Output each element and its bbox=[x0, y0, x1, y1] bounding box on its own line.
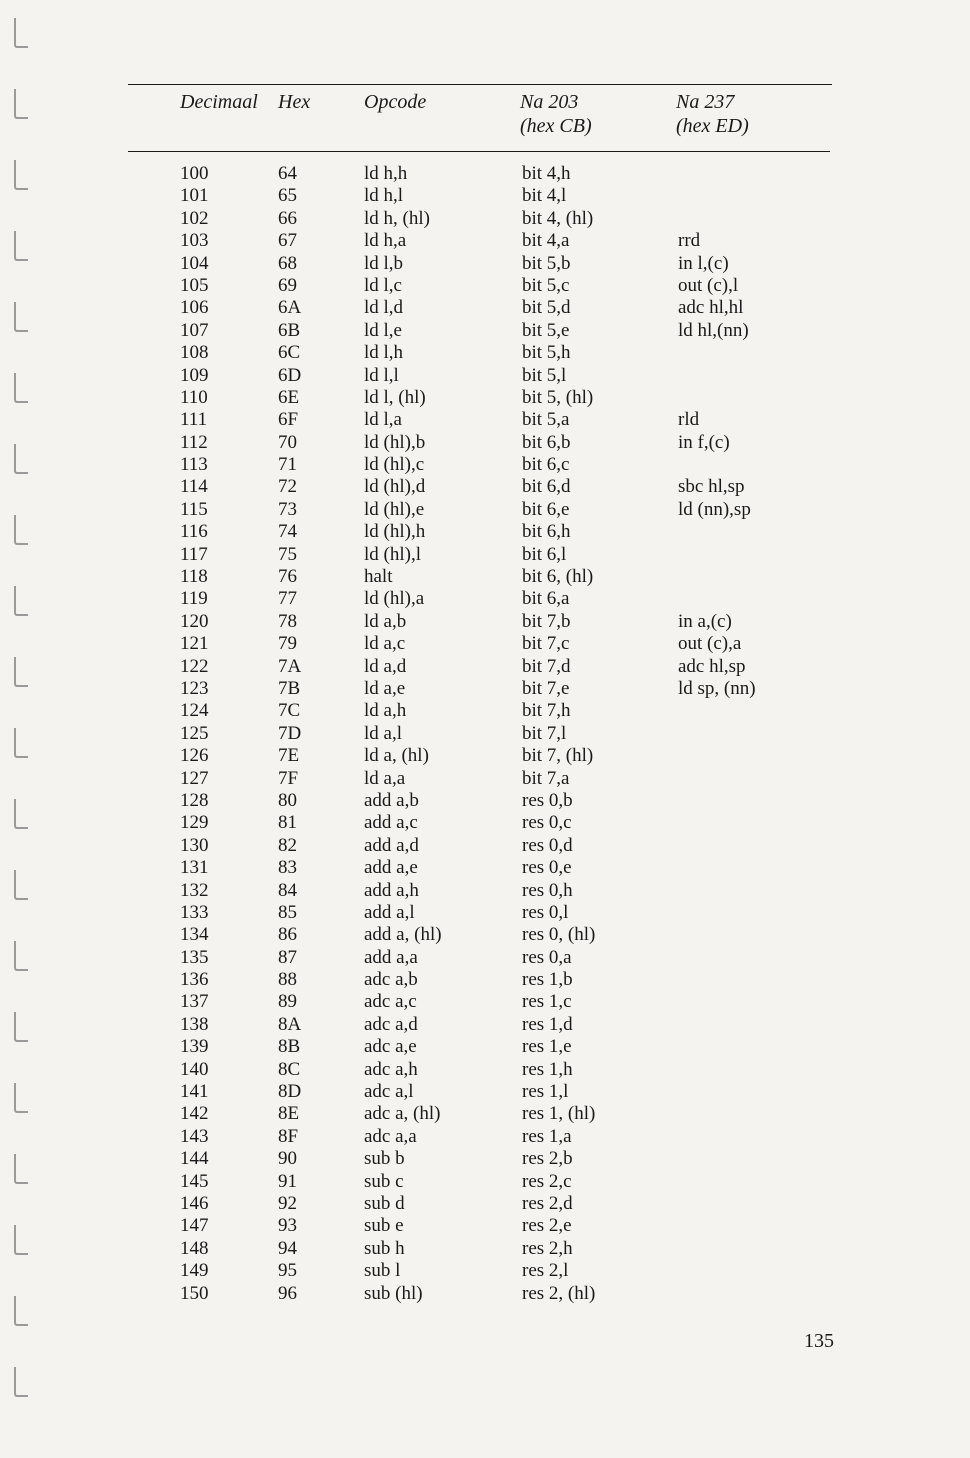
cell-cb: bit 7,d bbox=[522, 655, 571, 677]
cell-opcode: adc a,h bbox=[364, 1058, 418, 1080]
cell-decimal: 131 bbox=[180, 857, 209, 879]
cell-decimal: 126 bbox=[180, 745, 209, 767]
cell-cb: res 1,d bbox=[522, 1013, 573, 1035]
cell-opcode: sub d bbox=[364, 1192, 405, 1214]
cell-hex: 7B bbox=[278, 677, 301, 699]
cell-hex: 81 bbox=[278, 812, 297, 834]
header-cb-line1: Na 203 bbox=[520, 91, 579, 113]
cell-decimal: 135 bbox=[180, 946, 209, 968]
cell-cb: bit 5,c bbox=[522, 274, 570, 296]
table-row bbox=[0, 1215, 970, 1237]
cell-hex: 87 bbox=[278, 946, 297, 968]
table-row bbox=[0, 857, 970, 879]
cell-hex: 86 bbox=[278, 924, 297, 946]
cell-hex: 7E bbox=[278, 745, 300, 767]
table-row bbox=[0, 1260, 970, 1282]
cell-hex: 7D bbox=[278, 722, 302, 744]
cell-cb: bit 7,b bbox=[522, 610, 571, 632]
cell-hex: 80 bbox=[278, 789, 297, 811]
cell-opcode: ld a,c bbox=[364, 633, 406, 655]
cell-decimal: 117 bbox=[180, 543, 208, 565]
cell-cb: bit 6,b bbox=[522, 431, 571, 453]
cell-hex: 89 bbox=[278, 991, 297, 1013]
table-row bbox=[0, 656, 970, 678]
cell-cb: bit 4,l bbox=[522, 185, 567, 207]
table-row bbox=[0, 365, 970, 387]
cell-opcode: add a,d bbox=[364, 834, 419, 856]
cell-hex: 78 bbox=[278, 610, 297, 632]
cell-cb: bit 7,l bbox=[522, 722, 567, 744]
cell-cb: res 2,l bbox=[522, 1260, 569, 1282]
cell-hex: 8C bbox=[278, 1058, 301, 1080]
table-row bbox=[0, 1126, 970, 1148]
table-row bbox=[0, 1081, 970, 1103]
cell-decimal: 139 bbox=[180, 1036, 209, 1058]
cell-opcode: ld (hl),e bbox=[364, 498, 425, 520]
table-row bbox=[0, 588, 970, 610]
cell-opcode: ld (hl),b bbox=[364, 431, 426, 453]
cell-cb: bit 6,l bbox=[522, 543, 567, 565]
table-row bbox=[0, 790, 970, 812]
cell-opcode: ld (hl),c bbox=[364, 454, 425, 476]
cell-decimal: 142 bbox=[180, 1103, 209, 1125]
cell-cb: bit 4, (hl) bbox=[522, 207, 594, 229]
cell-hex: 84 bbox=[278, 879, 297, 901]
header-hex: Hex bbox=[278, 91, 311, 113]
cell-opcode: ld (hl),d bbox=[364, 476, 426, 498]
cell-cb: res 0,h bbox=[522, 879, 573, 901]
cell-decimal: 113 bbox=[180, 454, 208, 476]
cell-decimal: 136 bbox=[180, 969, 209, 991]
cell-hex: 64 bbox=[278, 163, 297, 184]
table-row bbox=[0, 544, 970, 566]
cell-decimal: 125 bbox=[180, 722, 209, 744]
cell-hex: 6F bbox=[278, 409, 299, 431]
cell-hex: 82 bbox=[278, 834, 297, 856]
cell-cb: res 2, (hl) bbox=[522, 1282, 596, 1304]
cell-hex: 95 bbox=[278, 1260, 297, 1282]
cell-decimal: 106 bbox=[180, 297, 209, 319]
cell-cb: res 1,e bbox=[522, 1036, 572, 1058]
cell-cb: bit 6,d bbox=[522, 476, 571, 498]
cell-opcode: sub h bbox=[364, 1237, 405, 1259]
cell-decimal: 137 bbox=[180, 991, 209, 1013]
header-cb bbox=[520, 90, 592, 138]
table-row bbox=[0, 812, 970, 834]
cell-decimal: 128 bbox=[180, 789, 209, 811]
table-row bbox=[0, 320, 970, 342]
binding-ring bbox=[14, 1367, 28, 1397]
cell-cb: res 1,a bbox=[522, 1125, 572, 1147]
cell-decimal: 143 bbox=[180, 1125, 209, 1147]
cell-hex: 6E bbox=[278, 386, 300, 408]
cell-ed: in a,(c) bbox=[678, 610, 732, 632]
cell-opcode: sub b bbox=[364, 1148, 405, 1170]
cell-opcode: ld (hl),h bbox=[364, 521, 426, 543]
cell-cb: res 2,b bbox=[522, 1148, 573, 1170]
table-row bbox=[0, 342, 970, 364]
cell-opcode: sub l bbox=[364, 1260, 401, 1282]
cell-cb: res 0,c bbox=[522, 812, 572, 834]
table-row bbox=[0, 163, 970, 185]
cell-cb: bit 7, (hl) bbox=[522, 745, 594, 767]
cell-cb: bit 5,b bbox=[522, 252, 571, 274]
cell-opcode: ld a, (hl) bbox=[364, 745, 429, 767]
cell-decimal: 129 bbox=[180, 812, 209, 834]
table-row bbox=[0, 723, 970, 745]
cell-decimal: 107 bbox=[180, 319, 209, 341]
cell-ed: rld bbox=[678, 409, 700, 431]
table-row bbox=[0, 633, 970, 655]
cell-decimal: 100 bbox=[180, 163, 209, 184]
cell-opcode: sub (hl) bbox=[364, 1282, 423, 1304]
header-ed-line2: (hex ED) bbox=[676, 115, 749, 137]
cell-hex: 8D bbox=[278, 1081, 302, 1103]
table-row bbox=[0, 768, 970, 790]
cell-hex: 91 bbox=[278, 1170, 297, 1192]
cell-cb: bit 5,l bbox=[522, 364, 567, 386]
cell-hex: 8A bbox=[278, 1013, 302, 1035]
table-row bbox=[0, 297, 970, 319]
cell-cb: res 2,h bbox=[522, 1237, 573, 1259]
cell-hex: 65 bbox=[278, 185, 297, 207]
cell-cb: bit 7,a bbox=[522, 767, 570, 789]
cell-hex: 77 bbox=[278, 588, 297, 610]
opcode-table bbox=[0, 163, 970, 1305]
cell-decimal: 122 bbox=[180, 655, 209, 677]
cell-cb: bit 6, (hl) bbox=[522, 566, 594, 588]
cell-decimal: 134 bbox=[180, 924, 209, 946]
cell-cb: res 2,e bbox=[522, 1215, 572, 1237]
cell-decimal: 133 bbox=[180, 901, 209, 923]
cell-hex: 83 bbox=[278, 857, 297, 879]
cell-hex: 94 bbox=[278, 1237, 297, 1259]
cell-decimal: 121 bbox=[180, 633, 209, 655]
cell-cb: res 0,a bbox=[522, 946, 572, 968]
cell-hex: 68 bbox=[278, 252, 297, 274]
table-row bbox=[0, 432, 970, 454]
cell-decimal: 103 bbox=[180, 230, 209, 252]
table-row bbox=[0, 409, 970, 431]
table-row bbox=[0, 880, 970, 902]
cell-cb: bit 7,e bbox=[522, 677, 570, 699]
cell-opcode: ld a,l bbox=[364, 722, 402, 744]
cell-ed: ld hl,(nn) bbox=[678, 319, 749, 341]
cell-opcode: ld (hl),a bbox=[364, 588, 425, 610]
header-ed-line1: Na 237 bbox=[676, 91, 735, 113]
cell-opcode: ld a,a bbox=[364, 767, 406, 789]
cell-opcode: halt bbox=[364, 566, 393, 588]
cell-hex: 96 bbox=[278, 1282, 297, 1304]
table-row bbox=[0, 902, 970, 924]
cell-opcode: adc a,c bbox=[364, 991, 417, 1013]
cell-cb: bit 5,a bbox=[522, 409, 570, 431]
cell-hex: 85 bbox=[278, 901, 297, 923]
table-row bbox=[0, 1238, 970, 1260]
cell-cb: res 1,c bbox=[522, 991, 572, 1013]
cell-decimal: 123 bbox=[180, 677, 209, 699]
cell-cb: res 0,e bbox=[522, 857, 572, 879]
cell-hex: 8B bbox=[278, 1036, 301, 1058]
cell-cb: res 0, (hl) bbox=[522, 924, 596, 946]
cell-hex: 69 bbox=[278, 274, 297, 296]
table-row bbox=[0, 499, 970, 521]
cell-decimal: 147 bbox=[180, 1215, 209, 1237]
cell-opcode: adc a,b bbox=[364, 969, 418, 991]
table-row bbox=[0, 1171, 970, 1193]
cell-decimal: 146 bbox=[180, 1192, 209, 1214]
table-row bbox=[0, 275, 970, 297]
table-row bbox=[0, 700, 970, 722]
cell-decimal: 119 bbox=[180, 588, 208, 610]
table-row bbox=[0, 611, 970, 633]
header-cb-line2: (hex CB) bbox=[520, 115, 592, 137]
top-rule bbox=[128, 84, 832, 85]
cell-hex: 8F bbox=[278, 1125, 299, 1147]
cell-cb: res 2,c bbox=[522, 1170, 572, 1192]
cell-opcode: add a, (hl) bbox=[364, 924, 442, 946]
cell-hex: 92 bbox=[278, 1192, 297, 1214]
cell-opcode: ld a,e bbox=[364, 677, 406, 699]
cell-opcode: ld l,l bbox=[364, 364, 399, 386]
cell-hex: 93 bbox=[278, 1215, 297, 1237]
cell-opcode: add a,l bbox=[364, 901, 415, 923]
cell-opcode: adc a,a bbox=[364, 1125, 417, 1147]
header-bottom-rule bbox=[128, 151, 830, 152]
cell-opcode: adc a,l bbox=[364, 1081, 414, 1103]
table-row bbox=[0, 1103, 970, 1125]
cell-opcode: ld l,h bbox=[364, 342, 404, 364]
cell-decimal: 116 bbox=[180, 521, 208, 543]
binding-ring bbox=[14, 89, 28, 119]
cell-ed: ld sp, (nn) bbox=[678, 677, 756, 699]
cell-opcode: add a,a bbox=[364, 946, 418, 968]
cell-hex: 66 bbox=[278, 207, 297, 229]
cell-hex: 71 bbox=[278, 454, 297, 476]
cell-ed: in l,(c) bbox=[678, 252, 729, 274]
cell-decimal: 148 bbox=[180, 1237, 209, 1259]
cell-hex: 76 bbox=[278, 566, 297, 588]
cell-cb: bit 5,h bbox=[522, 342, 571, 364]
cell-hex: 6D bbox=[278, 364, 302, 386]
cell-cb: res 2,d bbox=[522, 1192, 573, 1214]
cell-opcode: adc a,e bbox=[364, 1036, 417, 1058]
cell-opcode: adc a, (hl) bbox=[364, 1103, 441, 1125]
cell-cb: bit 4,a bbox=[522, 230, 570, 252]
cell-ed: sbc hl,sp bbox=[678, 476, 745, 498]
cell-hex: 70 bbox=[278, 431, 297, 453]
table-row bbox=[0, 924, 970, 946]
cell-cb: bit 6,c bbox=[522, 454, 570, 476]
table-row bbox=[0, 454, 970, 476]
table-row bbox=[0, 185, 970, 207]
cell-decimal: 132 bbox=[180, 879, 209, 901]
cell-cb: bit 5,d bbox=[522, 297, 571, 319]
cell-opcode: add a,h bbox=[364, 879, 419, 901]
cell-cb: res 1,b bbox=[522, 969, 573, 991]
cell-opcode: ld l,a bbox=[364, 409, 402, 431]
table-row bbox=[0, 566, 970, 588]
cell-ed: in f,(c) bbox=[678, 431, 730, 453]
table-row bbox=[0, 678, 970, 700]
table-row bbox=[0, 476, 970, 498]
cell-ed: adc hl,hl bbox=[678, 297, 744, 319]
table-row bbox=[0, 208, 970, 230]
cell-opcode: ld a,b bbox=[364, 610, 407, 632]
cell-decimal: 114 bbox=[180, 476, 208, 498]
cell-decimal: 149 bbox=[180, 1260, 209, 1282]
table-row bbox=[0, 1148, 970, 1170]
cell-opcode: ld h,a bbox=[364, 230, 407, 252]
cell-ed: out (c),a bbox=[678, 633, 742, 655]
cell-opcode: ld a,d bbox=[364, 655, 407, 677]
cell-decimal: 144 bbox=[180, 1148, 209, 1170]
header-opcode: Opcode bbox=[364, 91, 427, 113]
cell-decimal: 150 bbox=[180, 1282, 209, 1304]
cell-opcode: ld l,e bbox=[364, 319, 402, 341]
table-row bbox=[0, 745, 970, 767]
cell-opcode: ld l,b bbox=[364, 252, 404, 274]
cell-hex: 6C bbox=[278, 342, 301, 364]
cell-decimal: 140 bbox=[180, 1058, 209, 1080]
cell-hex: 7F bbox=[278, 767, 299, 789]
cell-cb: bit 7,c bbox=[522, 633, 570, 655]
cell-cb: res 1, (hl) bbox=[522, 1103, 596, 1125]
cell-cb: res 1,l bbox=[522, 1081, 569, 1103]
cell-hex: 8E bbox=[278, 1103, 300, 1125]
cell-opcode: add a,c bbox=[364, 812, 418, 834]
cell-cb: bit 6,a bbox=[522, 588, 570, 610]
cell-opcode: sub e bbox=[364, 1215, 404, 1237]
table-row bbox=[0, 1283, 970, 1305]
cell-hex: 79 bbox=[278, 633, 297, 655]
cell-opcode: ld h,h bbox=[364, 163, 408, 184]
cell-hex: 7C bbox=[278, 700, 301, 722]
table-row bbox=[0, 969, 970, 991]
table-row bbox=[0, 253, 970, 275]
cell-decimal: 145 bbox=[180, 1170, 209, 1192]
header-ed bbox=[676, 90, 749, 138]
cell-hex: 90 bbox=[278, 1148, 297, 1170]
cell-ed: ld (nn),sp bbox=[678, 498, 751, 520]
cell-decimal: 141 bbox=[180, 1081, 209, 1103]
cell-decimal: 111 bbox=[180, 409, 208, 431]
cell-cb: bit 5,e bbox=[522, 319, 570, 341]
cell-decimal: 104 bbox=[180, 252, 209, 274]
binding-ring bbox=[14, 18, 28, 48]
cell-cb: res 1,h bbox=[522, 1058, 573, 1080]
cell-hex: 88 bbox=[278, 969, 297, 991]
cell-decimal: 102 bbox=[180, 207, 209, 229]
cell-ed: rrd bbox=[678, 230, 701, 252]
cell-decimal: 127 bbox=[180, 767, 209, 789]
cell-hex: 6B bbox=[278, 319, 301, 341]
table-row bbox=[0, 1193, 970, 1215]
table-row bbox=[0, 947, 970, 969]
cell-opcode: add a,b bbox=[364, 789, 419, 811]
cell-cb: bit 5, (hl) bbox=[522, 386, 594, 408]
cell-ed: adc hl,sp bbox=[678, 655, 746, 677]
cell-opcode: ld h,l bbox=[364, 185, 404, 207]
cell-hex: 72 bbox=[278, 476, 297, 498]
cell-opcode: ld l,d bbox=[364, 297, 404, 319]
page-number: 135 bbox=[804, 1330, 834, 1352]
cell-decimal: 101 bbox=[180, 185, 209, 207]
cell-hex: 75 bbox=[278, 543, 297, 565]
cell-decimal: 118 bbox=[180, 566, 208, 588]
cell-cb: bit 7,h bbox=[522, 700, 571, 722]
cell-opcode: adc a,d bbox=[364, 1013, 418, 1035]
cell-decimal: 115 bbox=[180, 498, 208, 520]
table-row bbox=[0, 1059, 970, 1081]
cell-opcode: ld (hl),l bbox=[364, 543, 421, 565]
cell-opcode: ld l,c bbox=[364, 274, 402, 296]
cell-decimal: 108 bbox=[180, 342, 209, 364]
cell-decimal: 110 bbox=[180, 386, 208, 408]
cell-opcode: ld h, (hl) bbox=[364, 207, 430, 229]
cell-decimal: 109 bbox=[180, 364, 209, 386]
cell-cb: res 0,b bbox=[522, 789, 573, 811]
cell-cb: bit 4,h bbox=[522, 163, 571, 184]
cell-hex: 74 bbox=[278, 521, 297, 543]
cell-hex: 67 bbox=[278, 230, 297, 252]
cell-decimal: 105 bbox=[180, 274, 209, 296]
cell-opcode: sub c bbox=[364, 1170, 404, 1192]
cell-decimal: 120 bbox=[180, 610, 209, 632]
table-row bbox=[0, 230, 970, 252]
cell-cb: bit 6,e bbox=[522, 498, 570, 520]
table-row bbox=[0, 991, 970, 1013]
cell-decimal: 138 bbox=[180, 1013, 209, 1035]
cell-opcode: ld a,h bbox=[364, 700, 407, 722]
table-row bbox=[0, 835, 970, 857]
cell-opcode: add a,e bbox=[364, 857, 418, 879]
cell-ed: out (c),l bbox=[678, 274, 739, 296]
cell-cb: res 0,d bbox=[522, 834, 573, 856]
table-row bbox=[0, 387, 970, 409]
cell-hex: 73 bbox=[278, 498, 297, 520]
cell-decimal: 124 bbox=[180, 700, 209, 722]
header-decimal: Decimaal bbox=[180, 91, 258, 113]
table-row bbox=[0, 1014, 970, 1036]
cell-cb: res 0,l bbox=[522, 901, 569, 923]
cell-opcode: ld l, (hl) bbox=[364, 386, 426, 408]
cell-hex: 6A bbox=[278, 297, 302, 319]
cell-hex: 7A bbox=[278, 655, 302, 677]
table-row bbox=[0, 1036, 970, 1058]
cell-decimal: 130 bbox=[180, 834, 209, 856]
cell-decimal: 112 bbox=[180, 431, 208, 453]
cell-cb: bit 6,h bbox=[522, 521, 571, 543]
table-row bbox=[0, 521, 970, 543]
